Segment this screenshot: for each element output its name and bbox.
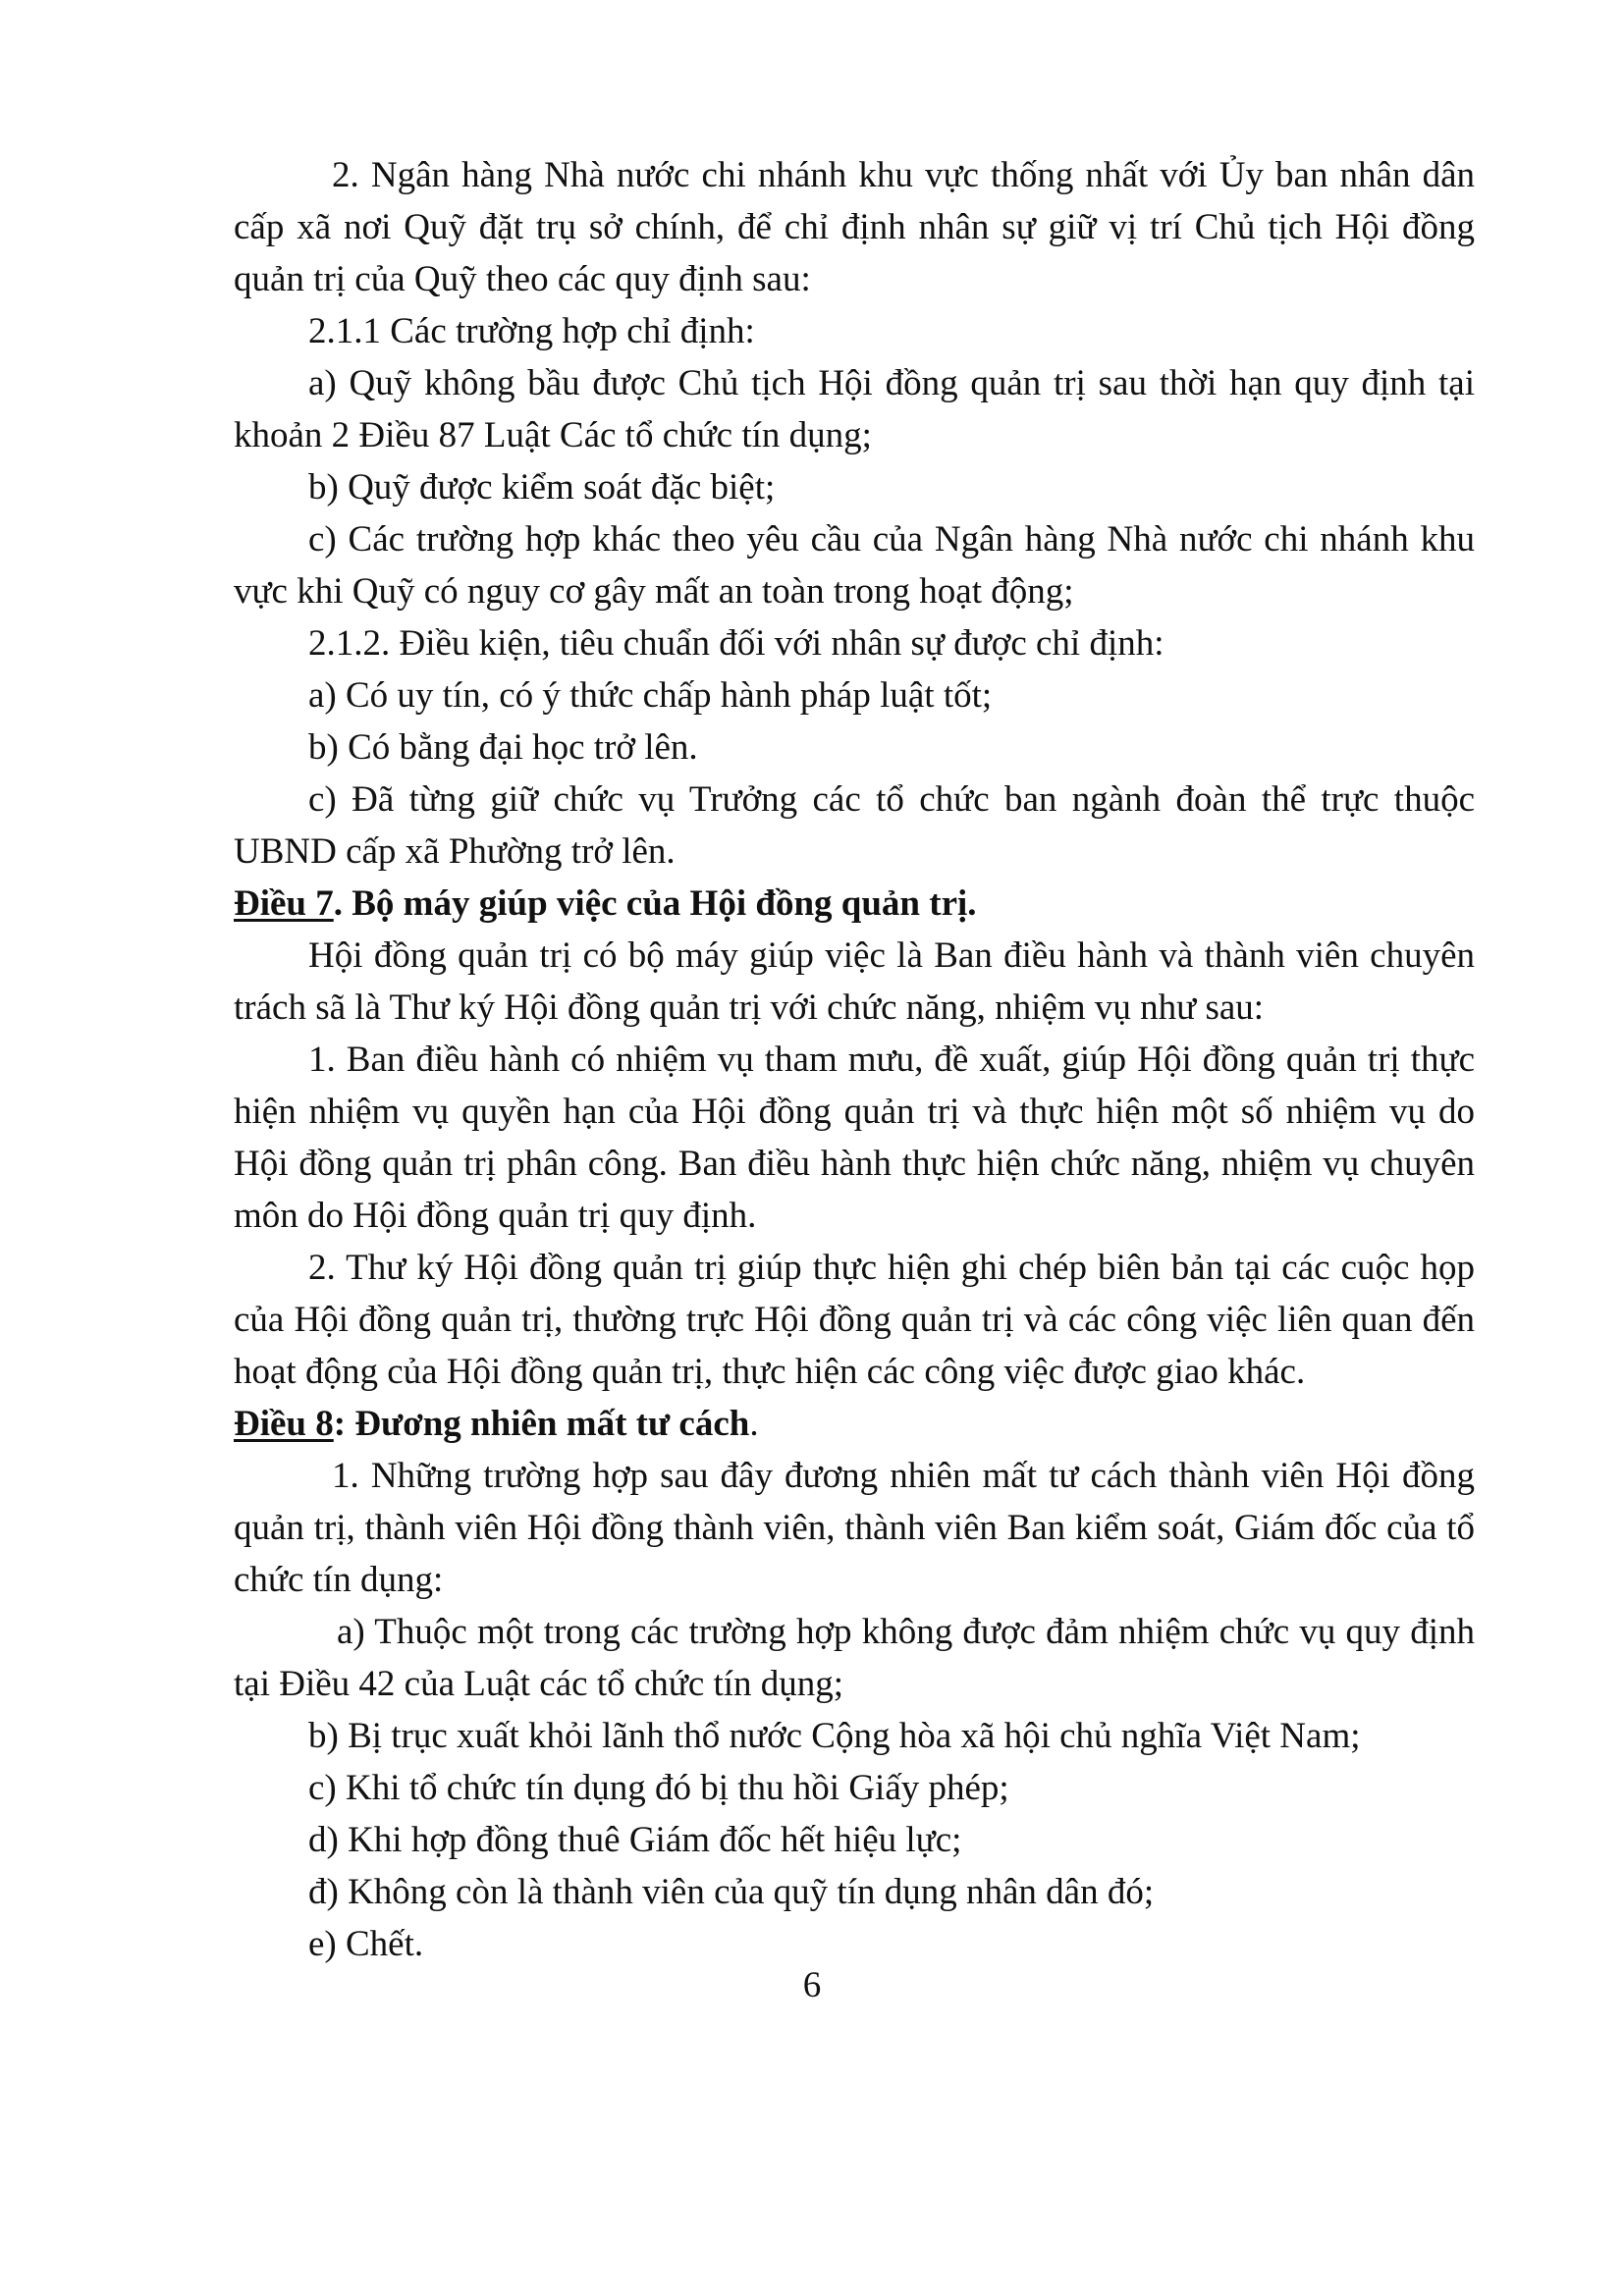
page-number: 6 — [802, 1965, 822, 2005]
article-7-item-2: 2. Thư ký Hội đồng quản trị giúp thực hiện ghi chép biên bản tại các cuộc họp của Hội đồng quản trị, thường trực Hội đồng quản trị và các công việc liên quan đến hoạt động của Hội đồng quản trị, thực hiện các công việc được giao khác. — [234, 1248, 1475, 1392]
list-item-2-1-1-c: c) Các trường hợp khác theo yêu cầu của Ngân hàng Nhà nước chi nhánh khu vực khi Quỹ có nguy cơ gây mất an toàn trong hoạt động; — [234, 519, 1475, 612]
article-8-item-a: a) Thuộc một trong các trường hợp không được đảm nhiệm chức vụ quy định tại Điều 42 của Luật các tổ chức tín dụng; — [234, 1612, 1475, 1704]
article-7-label: Điều 7 — [234, 883, 334, 924]
article-8-title: : Đương nhiên mất tư cách — [333, 1404, 750, 1444]
list-item-2-1-1-b: b) Quỹ được kiểm soát đặc biệt; — [308, 467, 776, 507]
article-7-intro: Hội đồng quản trị có bộ máy giúp việc là Ban điều hành và thành viên chuyên trách sã là Thư ký Hội đồng quản trị với chức năng, nhiệm vụ như sau: — [234, 935, 1475, 1028]
subsection-2-1-2-title: 2.1.2. Điều kiện, tiêu chuẩn đối với nhân sự được chỉ định: — [308, 623, 1164, 664]
list-item-2-1-1-a: a) Quỹ không bầu được Chủ tịch Hội đồng quản trị sau thời hạn quy định tại khoản 2 Điều 87 Luật Các tổ chức tín dụng; — [234, 363, 1475, 455]
article-7-heading — [234, 878, 1475, 930]
paragraph-section2-intro: 2. Ngân hàng Nhà nước chi nhánh khu vực thống nhất với Ủy ban nhân dân cấp xã nơi Quỹ đặt trụ sở chính, để chỉ định nhân sự giữ vị trí Chủ tịch Hội đồng quản trị của Quỹ theo các quy định sau: — [234, 155, 1475, 299]
article-8-item-e: e) Chết. — [308, 1924, 424, 1964]
list-item-2-1-2-c: c) Đã từng giữ chức vụ Trưởng các tổ chức ban ngành đoàn thể trực thuộc UBND cấp xã Phường trở lên. — [234, 779, 1475, 872]
article-8-item-c: c) Khi tổ chức tín dụng đó bị thu hồi Giấy phép; — [308, 1768, 1009, 1808]
list-item-2-1-2-b: b) Có bằng đại học trở lên. — [308, 727, 698, 768]
subsection-2-1-1-title: 2.1.1 Các trường hợp chỉ định: — [308, 311, 755, 351]
article-8-label: Điều 8 — [234, 1404, 334, 1444]
article-8-item-d: d) Khi hợp đồng thuê Giám đốc hết hiệu lực; — [308, 1820, 962, 1860]
document-body — [234, 149, 1475, 1970]
article-8-heading-bold — [234, 1404, 749, 1444]
article-8-intro: 1. Những trường hợp sau đây đương nhiên mất tư cách thành viên Hội đồng quản trị, thành viên Hội đồng thành viên, thành viên Ban kiểm soát, Giám đốc của tổ chức tín dụng: — [234, 1456, 1475, 1600]
article-7-title: . Bộ máy giúp việc của Hội đồng quản trị. — [333, 883, 977, 924]
article-8-item-dd: đ) Không còn là thành viên của quỹ tín dụng nhân dân đó; — [308, 1872, 1155, 1912]
article-8-heading — [234, 1398, 1475, 1450]
list-item-2-1-2-a: a) Có uy tín, có ý thức chấp hành pháp luật tốt; — [308, 675, 993, 716]
article-8-item-b: b) Bị trục xuất khỏi lãnh thổ nước Cộng hòa xã hội chủ nghĩa Việt Nam; — [308, 1716, 1361, 1756]
article-8-title-end: . — [749, 1404, 759, 1444]
article-7-item-1: 1. Ban điều hành có nhiệm vụ tham mưu, đề xuất, giúp Hội đồng quản trị thực hiện nhiệm vụ quyền hạn của Hội đồng quản trị và thực hiện một số nhiệm vụ do Hội đồng quản trị phân công. Ban điều hành thực hiện chức năng, nhiệm vụ chuyên môn do Hội đồng quản trị quy định. — [234, 1040, 1475, 1236]
